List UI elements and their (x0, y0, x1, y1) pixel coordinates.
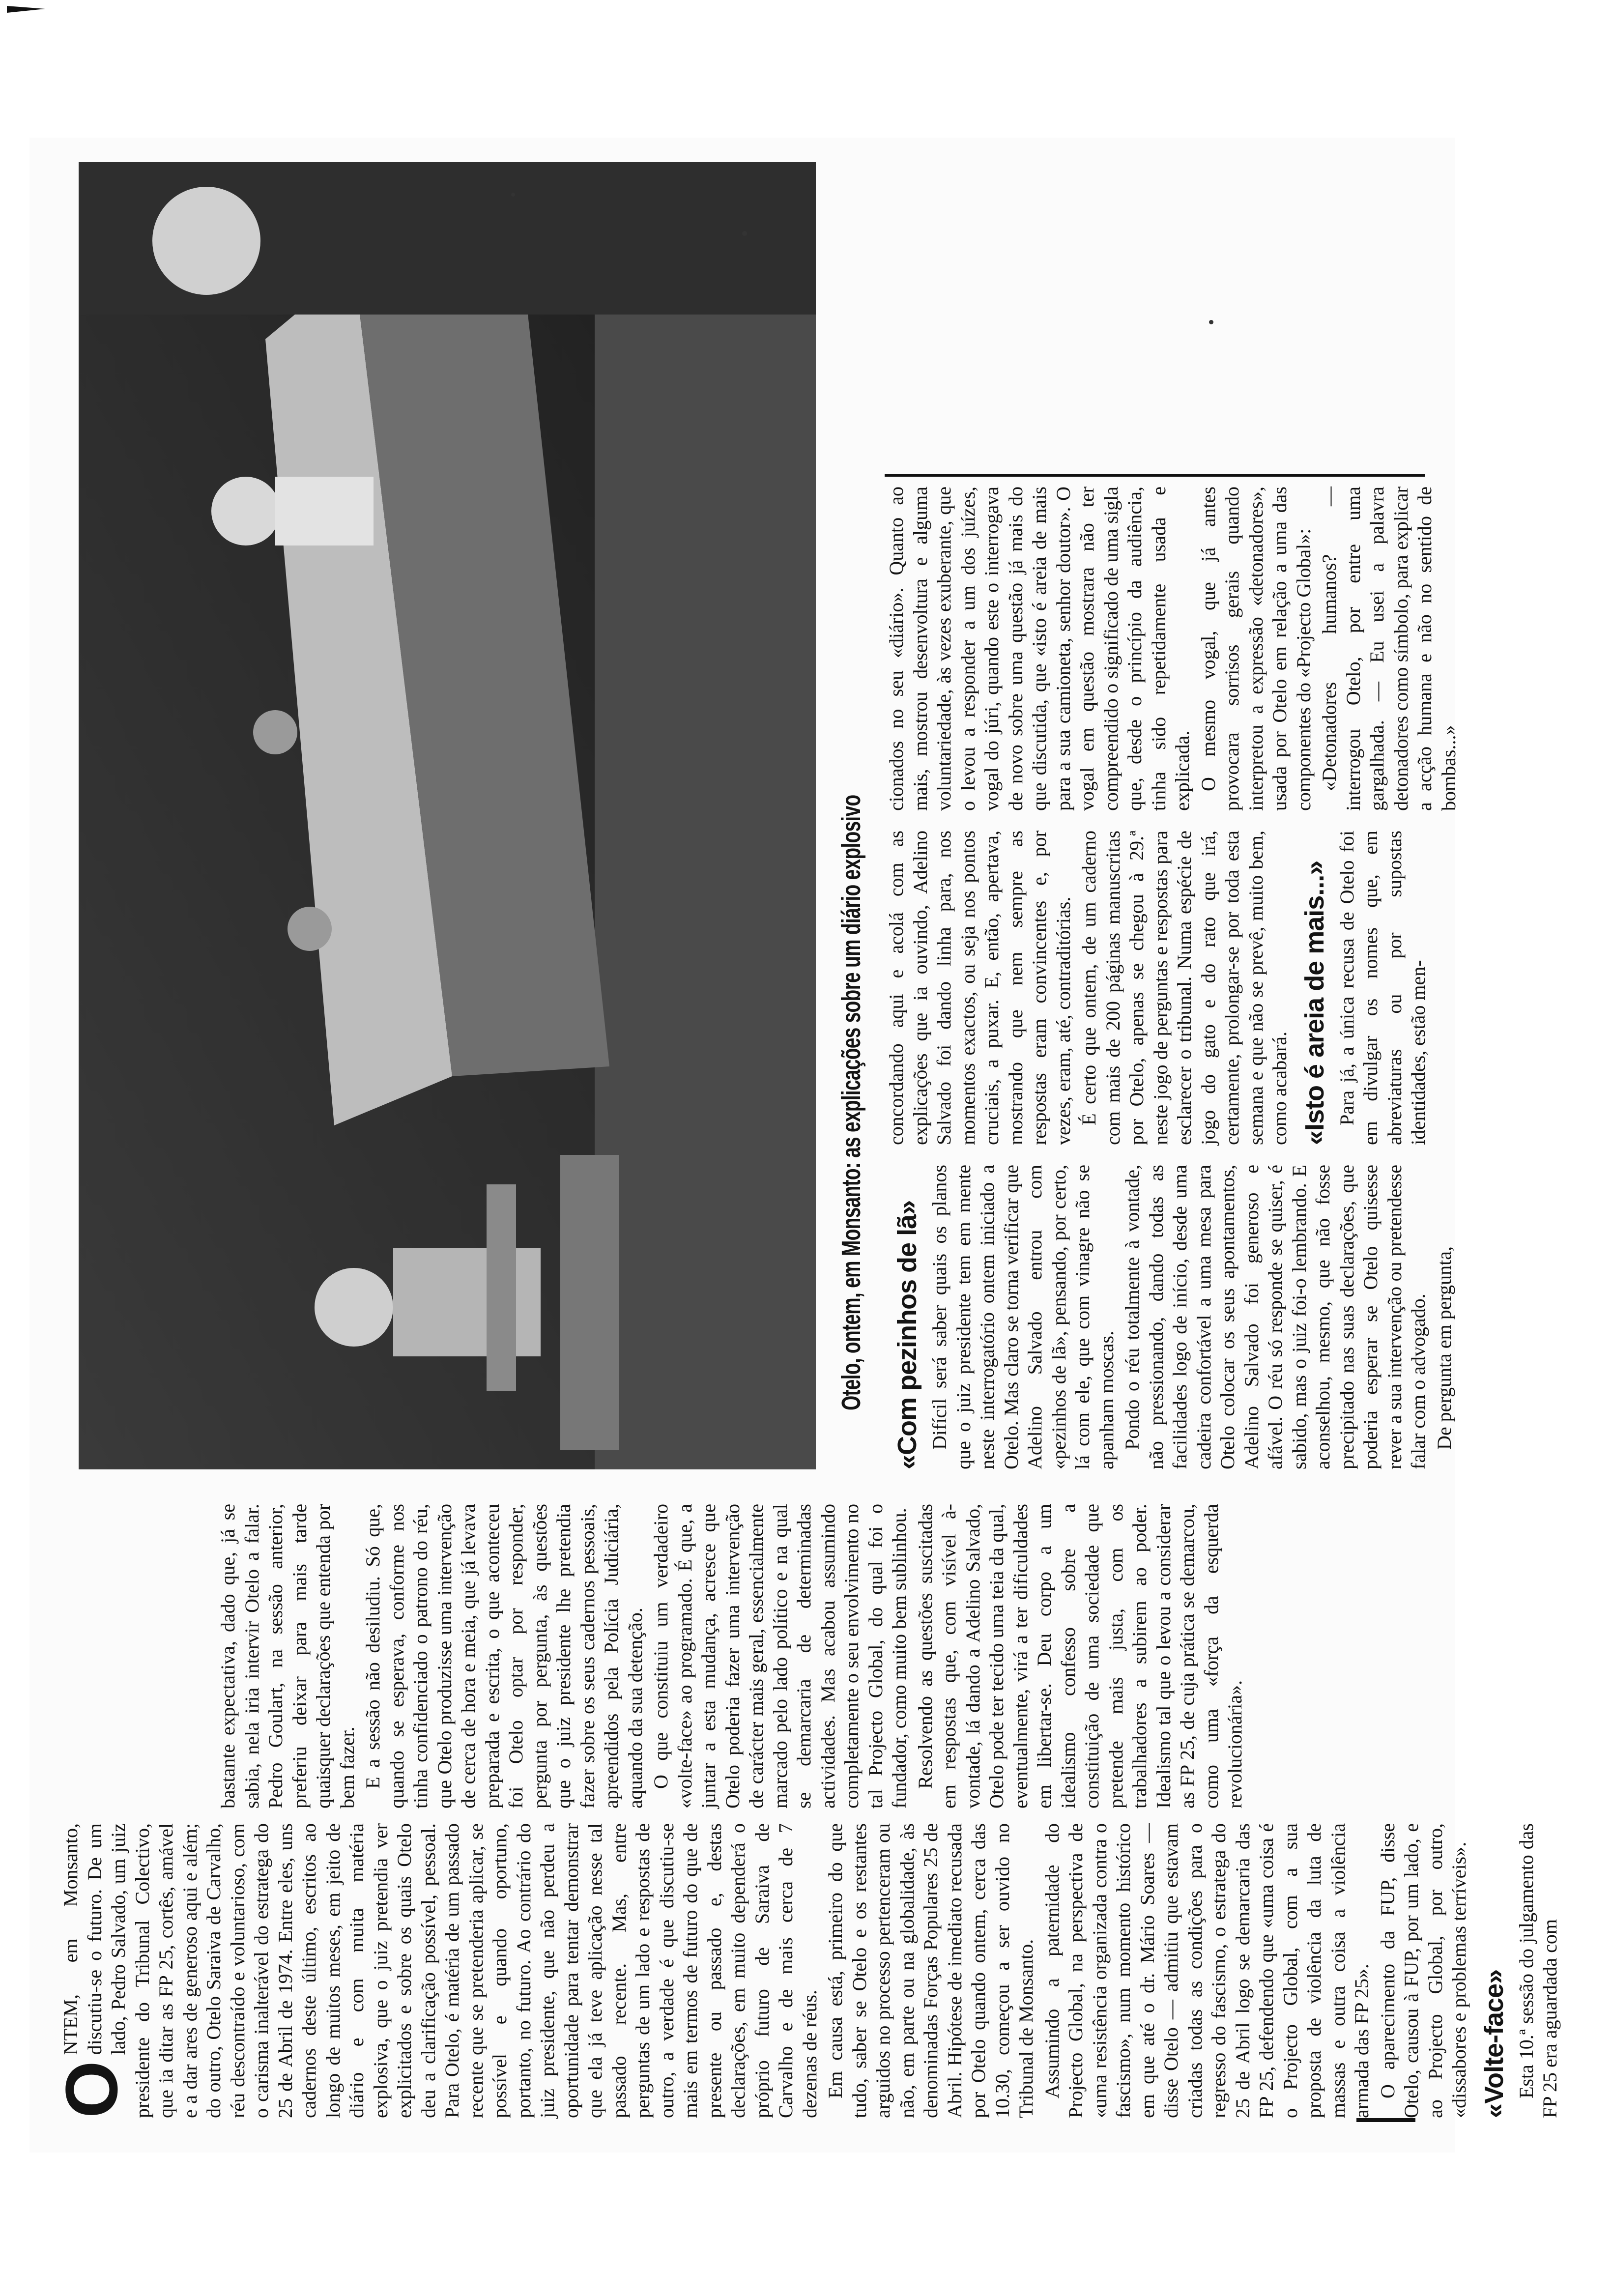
article-column-4 (885, 831, 1430, 1145)
column-rule (1356, 2118, 1415, 2122)
corner-mark (6, 2, 65, 22)
paragraph: É certo que ontem, de um caderno com mais de 200 páginas manuscritas por Otelo, apenas se chegou à 29.ª neste jogo de perguntas e respostas para esclarecer o tribunal. Numa espécie de jogo do gato e do rato que irá, certamente, prolongar-se por toda esta semana e que não se prevê, muito bem, como acabará. (1078, 831, 1291, 1145)
subheading-com-pezinhos-de-la: «Com pezinhos de lã» (892, 1200, 922, 1469)
lead-paragraph: O NTEM, em Monsanto, discutiu-se o futuro. De um lado, Pedro Salvado, um juiz presidente do Tribunal Colectivo, que ia ditar as FP 25, cortês, amável e a dar ares de generoso aqui e além; do outro, Otelo Saraiva de Carvalho, réu descontraído e voluntarioso, com o carisma inalterável do estratega do 25 de Abril de 1974. Entre eles, uns cadernos deste último, escritos ao longo de muitos meses, em jeito de diário e com muita matéria explosiva, que o juiz pretendia ver explicitados e sobre os quais Otelo deu a clarificação possível, pessoal. Para Otelo, é matéria de um passado recente que se pretenderia aplicar, se possível e quando oportuno, portanto, no futuro. Ao contrário do juiz presidente, que não perdeu a oportunidade para tentar demonstrar que ela já teve aplicação nesse tal passado recente. Mas, entre perguntas de um lado e respostas de outro, a verdade é que discutiu-se mais em termos de futuro do que de presente ou passado e, destas declarações, em muito dependerá o próprio futuro de Saraiva de Carvalho e de mais cerca de 7 dezenas de réus. (50, 1823, 821, 2118)
dropcap-letter: O (50, 2061, 133, 2118)
article-column-2 (216, 1504, 1430, 1808)
paragraph: Para já, a única recusa de Otelo foi em divulgar os nomes que, em abreviaturas ou por supostas identidades, estão men- (1335, 831, 1429, 1145)
newspaper-clipping (29, 138, 1561, 2152)
article-column-5 (885, 487, 1460, 811)
paragraph: De pergunta em pergunta, (1433, 1246, 1455, 1450)
paragraph: E a sessão não desiludiu. Só que, quando se esperava, conforme nos tinha confidenciado o patrono do réu, que Otelo produzisse uma intervenção de cerca de hora e meia, que já levava preparada e escrita, o que aconteceu foi Otelo optar por responder, pergunta por pergunta, às questões que o juiz presidente lhe pretendia fazer sobre os seus cadernos pessoais, apreendidos pela Polícia Judiciária, aquando da sua detenção. (362, 1504, 646, 1808)
paragraph: bastante expectativa, dado que, já se sabia, nela iria intervir Otelo a falar. Pedro Goulart, na sessão anterior, preferiu deixar para mais tarde quaisquer declarações que entenda por bem fazer. (217, 1504, 358, 1808)
paragraph: Difícil será saber quais os planos que o juiz presidente tem em mente neste interrogatório ontem iniciado a Otelo. Mas claro se torna verificar que Adelino Salvado entrou com «pezinhos de lã», pensando, por certo, lá com ele, que com vinagre não se apanham moscas. (928, 1165, 1118, 1469)
paragraph: O mesmo vogal, que já antes provocara sorrisos gerais quando interpretou a expressão «detonadores», usada por Otelo em relação a uma das componentes do «Projecto Global»: (1197, 487, 1315, 811)
scan-speck (511, 193, 515, 197)
paragraph: «Detonadores humanos? — interrogou Otelo, por entre uma gargalhada. — Eu usei a palavra detonadores como símbolo, para explicar a acção humana e não no sentido de bombas...» (1318, 487, 1460, 811)
paragraph: concordando aqui e acolá com as explicações que ia ouvindo, Adelino Salvado foi dando linha para, nos momentos exactos, ou seja nos pontos cruciais, a puxar. E, então, apertava, mostrando que nem sempre as respostas eram convincentes e, por vezes, eram, até, contraditórias. (885, 831, 1074, 1145)
paragraph: Em causa está, primeiro do que tudo, saber se Otelo e os restantes arguidos no processo pertenceram ou não, em parte ou na globalidade, às denominadas Forças Populares 25 de Abril. Hipótese de imediato recusada por Otelo quando ontem, cerca das 10.30, começou a ser ouvido no Tribunal de Monsanto. (824, 1823, 1037, 2118)
scan-speck (742, 231, 747, 236)
paragraph: cionados no seu «diário». Quanto ao mais, mostrou desenvoltura e alguma voluntariedade, às vezes exuberante, que o levou a responder a um dos juízes, vogal do júri, quando este o interrogava de novo sobre uma questão já mais do que discutida, que «isto é areia de mais para a sua camioneta, senhor doutor». O vogal em questão mostrara não ter compreendido o significado de uma sigla que, desde o princípio da audiência, tinha sido repetidamente usada e explicada. (885, 487, 1193, 811)
courtroom-photo (79, 162, 816, 1469)
scan-speck (1209, 320, 1213, 324)
end-rule (885, 474, 1425, 477)
article-column-1 (50, 1823, 1561, 2118)
article-column-3 (885, 1165, 1455, 1469)
paragraph: O que constituiu um verdadeiro «volte-face» ao programado. É que, a juntar a esta mudança, acresce que Otelo poderia fazer uma intervenção de carácter mais geral, essencialmente marcado pelo lado político e na qual se demarcaria de determinadas actividades. Mas acabou assumindo completamente o seu envolvimento no tal Projecto Global, do qual foi o fundador, como muito bem sublinhou. (650, 1504, 910, 1808)
paragraph: Pondo o réu totalmente à vontade, não pressionando, dando todas as facilidades logo de início, desde uma cadeira confortável a uma mesa para Otelo colocar os seus apontamentos, Adelino Salvado foi generoso e afável. O réu só responde se quiser, é sabido, mas o juiz foi-o lembrando. E aconselhou, mesmo, que não fosse precipitado nas suas declarações, que poderia esperar se Otelo quisesse rever a sua intervenção ou pretendesse falar com o advogado. (1121, 1165, 1429, 1469)
photo-caption: Otelo, ontem, em Monsanto: as explicações sobre um diário explosivo (836, 795, 866, 1410)
paragraph: Assumindo a paternidade do Projecto Global, na perspectiva de «uma resistência organizada contra o fascismo», num momento histórico em que até o dr. Mário Soares — disse Otelo — admitiu que estavam criadas todas as condições para o regresso do fascismo, o estratega do 25 de Abril logo se demarcaria das FP 25, defendendo que «uma coisa é o Projecto Global, com a sua proposta de violência da luta de massas e outra coisa a violência armada das FP 25». (1040, 1823, 1373, 2118)
paragraph: O aparecimento da FUP, disse Otelo, causou à FUP, por um lado, e ao Projecto Global, por outro, «dissabores e problemas terríveis». (1376, 1823, 1470, 2118)
courtroom-photo-image (79, 162, 816, 1469)
subheading-volte-face: «Volte-face» (1479, 1969, 1509, 2118)
paragraph: Esta 10.ª sessão do julgamento das FP 25 era aguardada com (1515, 1823, 1561, 2118)
subheading-isto-e-areia-de-mais: «Isto é areia de mais...» (1299, 861, 1329, 1145)
paragraph: Resolvendo as questões suscitadas em respostas que, com visível à-vontade, lá dando a Adelino Salvado, Otelo pode ter tecido uma teia da qual, eventualmente, virá a ter dificuldades em libertar-se. Deu corpo a um idealismo confesso sobre a constituição de uma sociedade que pretende mais justa, com os trabalhadores a subirem ao poder. Idealismo tal que o levou a considerar as FP 25, de cuja prática se demarcou, como uma «força da esquerda revolucionária». (914, 1504, 1246, 1808)
